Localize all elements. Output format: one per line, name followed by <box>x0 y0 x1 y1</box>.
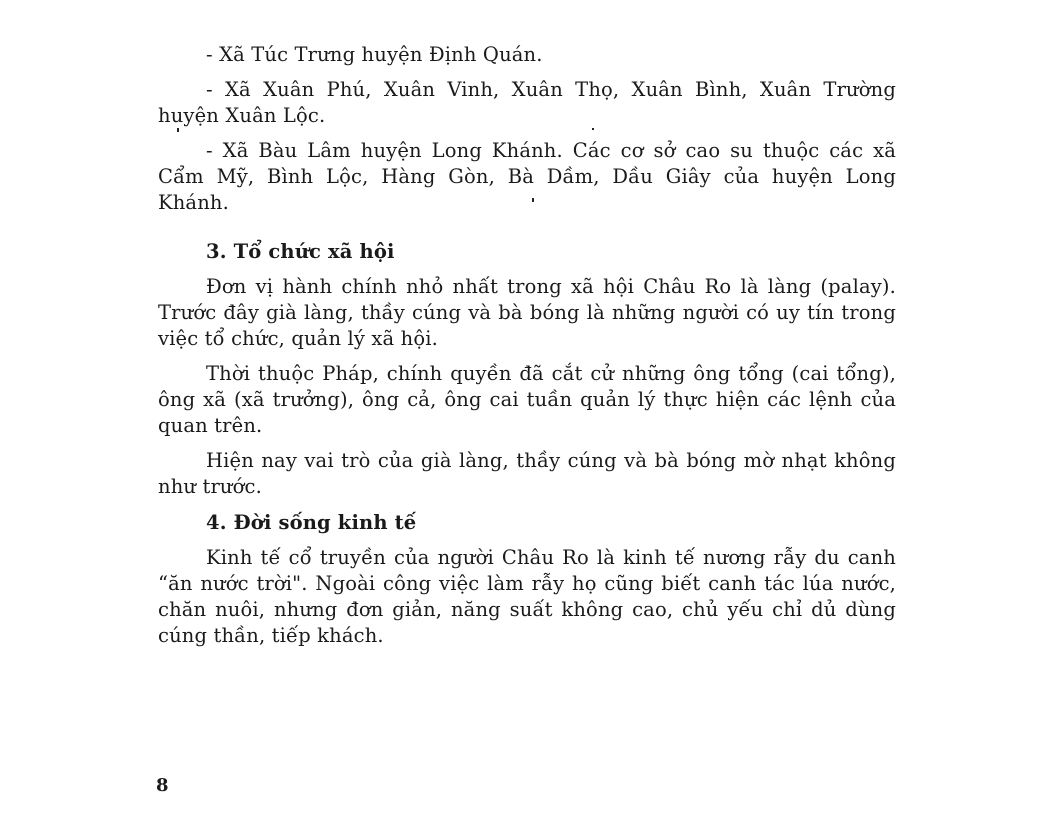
section-heading-economic-life: 4. Đời sống kinh tế <box>206 511 417 534</box>
scan-speck <box>177 128 179 132</box>
paragraph: Kinh tế cổ truyền của người Châu Ro là kinh tế nương rẫy du canh “ăn nước trời". Ngoài công việc làm rẫy họ cũng biết canh tác lúa nước, chăn nuôi, nhưng đơn giản, năng suất không cao, chủ yếu chỉ dủ dùng cúng thần, tiếp khách. <box>158 546 896 647</box>
paragraph: Đơn vị hành chính nhỏ nhất trong xã hội Châu Ro là làng (palay). Trước đây già làng, thầy cúng và bà bóng là những người có uy tín trong việc tổ chức, quản lý xã hội. <box>158 275 896 350</box>
section-heading-social-organization: 3. Tổ chức xã hội <box>206 240 395 263</box>
paragraph: Thời thuộc Pháp, chính quyền đã cắt cử những ông tổng (cai tổng), ông xã (xã trưởng), ông cả, ông cai tuần quản lý thực hiện các lệnh của quan trên. <box>158 362 896 437</box>
list-item-xuan-loc: - Xã Xuân Phú, Xuân Vinh, Xuân Thọ, Xuân Bình, Xuân Trường huyện Xuân Lộc. <box>158 78 896 127</box>
list-item-tuc-trung: - Xã Túc Trưng huyện Định Quán. <box>206 43 543 66</box>
scan-speck <box>532 198 534 202</box>
list-item-long-khanh: - Xã Bàu Lâm huyện Long Khánh. Các cơ sở cao su thuộc các xã Cẩm Mỹ, Bình Lộc, Hàng Gòn, Bà Dầm, Dầu Giây của huyện Long Khánh. <box>158 139 896 214</box>
paragraph: Hiện nay vai trò của già làng, thầy cúng và bà bóng mờ nhạt không như trước. <box>158 449 896 498</box>
page-number: 8 <box>156 775 169 796</box>
scan-speck <box>592 128 594 130</box>
document-page <box>158 42 896 649</box>
